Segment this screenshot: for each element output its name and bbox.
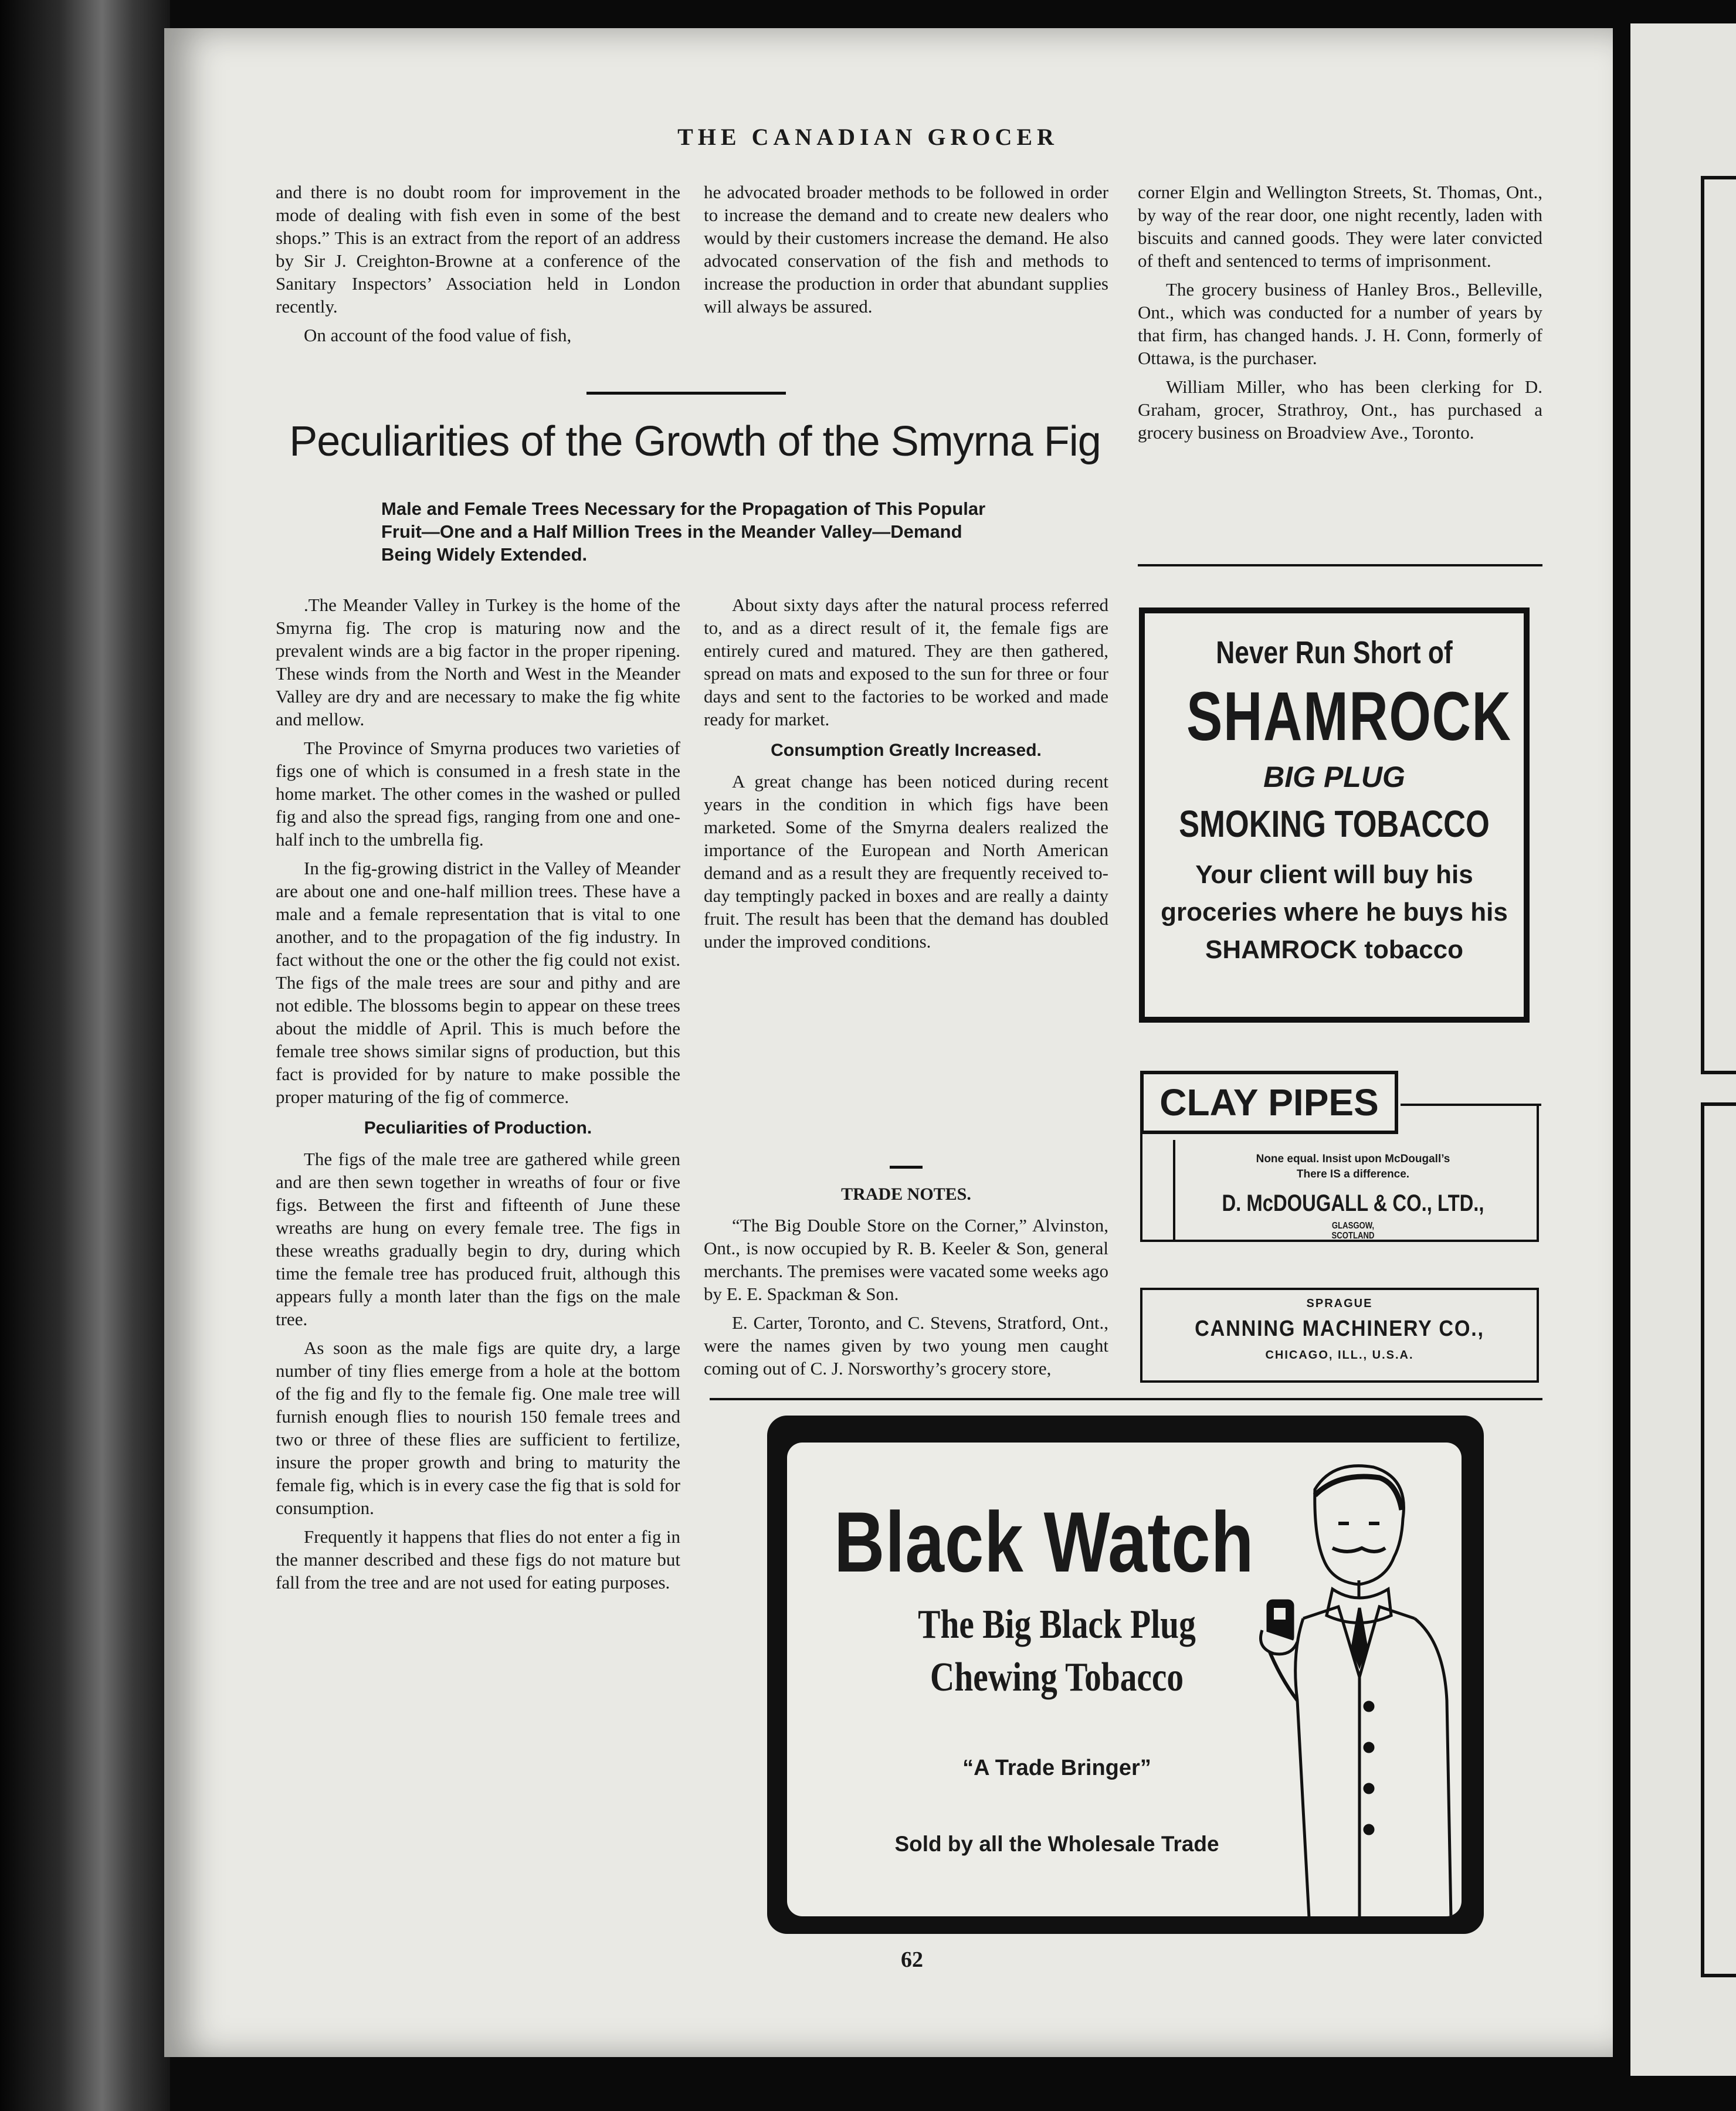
trade-notes-heading: TRADE NOTES.: [841, 1185, 971, 1204]
paragraph: The figs of the male tree are gathered while green and are then sewn together in wreaths of four or five figs. Between the first and fifteenth of June these wreaths are hung on every female tree. The figs in these wreaths gradually begin to dry, during which time the female tree has produced fruit, although this appears fully a month later than the figs on the male tree.: [276, 1149, 680, 1329]
ad-line: Chewing Tobacco: [930, 1655, 1184, 1700]
facing-page-box: [1701, 176, 1736, 1074]
ad-title: Black Watch: [834, 1494, 1254, 1590]
ad-slogan: “A Trade Bringer”: [962, 1756, 1151, 1780]
column-rule: [1138, 564, 1542, 566]
paragraph: E. Carter, Toronto, and C. Stevens, Stratford, Ont., were the names given by two young men caught coming out of C. J. Norsworthy’s grocery store,: [704, 1312, 1108, 1379]
ad-title-text: CLAY PIPES: [1159, 1081, 1379, 1124]
column-rule: [710, 1398, 1542, 1400]
paragraph: Frequently it happens that flies do not enter a fig in the manner described and these figs do not mature but fall from the tree and are not used for eating purposes.: [276, 1526, 680, 1593]
company-name: D. McDOUGALL & CO., LTD.,: [1222, 1190, 1484, 1216]
section-heading: Consumption Greatly Increased.: [771, 741, 1042, 760]
ad-footer: Sold by all the Wholesale Trade: [894, 1832, 1219, 1856]
clay-pipes-ad-title: [1140, 1071, 1398, 1134]
paragraph: In the fig-growing district in the Valley of Meander are about one and one-half million trees. These have a male and a female representation that is vital to one another, and to the propagation of the fig industry. In fact without the one or the other the fig could not exist. The figs of the male trees are sour and pithy and are not edible. The blossoms begin to appear on these trees about the middle of April. This is much before the female tree shows similar signs of production, but this fact is provided for by nature to make possible the proper maturing of the fig of commerce.: [276, 858, 680, 1107]
clay-pipes-ad-body: [1173, 1140, 1531, 1240]
ad-line: The Big Black Plug: [918, 1602, 1196, 1647]
ad-line: SPRAGUE: [1306, 1297, 1373, 1310]
ad-line: SMOKING TOBACCO: [1179, 803, 1490, 845]
location-line: SCOTLAND: [1331, 1231, 1375, 1241]
paragraph: The Province of Smyrna produces two varieties of figs one of which is consumed in a fresh state in the home market. The other comes in the washed or pulled fig and also the spread figs, ranging from one and one-half inch to the umbrella fig.: [276, 738, 680, 850]
ad-line: None equal. Insist upon McDougall’s: [1256, 1153, 1450, 1165]
ad-line: There IS a difference.: [1296, 1168, 1410, 1180]
headline-rule: [586, 392, 786, 395]
ad-line: CANNING MACHINERY CO.,: [1195, 1316, 1484, 1341]
ad-brand: SHAMROCK: [1186, 678, 1512, 755]
page-number: 62: [901, 1947, 923, 1972]
paragraph: On account of the food value of fish,: [304, 325, 572, 345]
gentleman-illustration-icon: [1245, 1454, 1456, 1916]
paragraph: William Miller, who has been clerking for D. Graham, grocer, Strathroy, Ont., has purchased a grocery business on Broadview Ave., Toronto.: [1138, 376, 1542, 443]
paragraph: and there is no doubt room for improvement in the mode of dealing with fish even in some of the best shops.” This is an extract from the report of an address by Sir J. Creighton-Browne at a conference of the Sanitary Inspectors’ Association held in London recently.: [276, 182, 680, 317]
right-column-notes: [1138, 181, 1542, 450]
book-binding: [0, 0, 170, 2111]
trade-notes-column: [704, 1155, 1108, 1386]
paragraph: corner Elgin and Wellington Streets, St. Thomas, Ont., by way of the rear door, one night recently, laden with biscuits and canned goods. They were later convicted of theft and sentenced to terms of imprisonment.: [1138, 182, 1542, 271]
article-left-column: [276, 593, 680, 1600]
black-watch-ad: [787, 1443, 1462, 1916]
section-heading: Peculiarities of Production.: [364, 1118, 592, 1138]
ad-subtitle: [913, 1598, 1201, 1704]
ad-line: BIG PLUG: [1263, 761, 1405, 793]
top-middle-column: [704, 181, 1108, 324]
paragraph: .The Meander Valley in Turkey is the home of the Smyrna fig. The crop is maturing now and the prevalent winds are a big factor in the proper ripening. These winds from the North and West in the Meander Valley are dry and are necessary to make the fig white and mellow.: [276, 595, 680, 729]
article-middle-column: [704, 593, 1108, 959]
company-location: [1332, 1221, 1375, 1241]
ad-line: CHICAGO, ILL., U.S.A.: [1265, 1349, 1414, 1362]
paragraph: he advocated broader methods to be followed in order to increase the demand and to create new dealers who would by their customers increase the demand. He also advocated conservation of the fish and methods to increase the production in order that abundant supplies will always be assured.: [704, 182, 1108, 317]
paragraph: A great change has been noticed during recent years in the condition in which figs have been marketed. Some of the Smyrna dealers realized the importance of the European and North American demand and as a result they are frequently received to-day temptingly packed in boxes and are really a dainty fruit. The result has been that the demand has doubled under the improved conditions.: [704, 771, 1108, 952]
paragraph: About sixty days after the natural process referred to, and as a direct result of it, the female figs are entirely cured and matured. They are then gathered, spread on mats and exposed to the sun for three or four days and sent to the factories to be worked and made ready for market.: [704, 595, 1108, 729]
sprague-canning-ad: [1140, 1288, 1539, 1383]
article-headline: Peculiarities of the Growth of the Smyrna Fig: [289, 418, 1101, 465]
paragraph: As soon as the male figs are quite dry, a large number of tiny flies emerge from a hole at the bottom of the fig and fly to the female fig. One male tree will furnish enough flies to nourish 150 female trees and two or three of these flies are sufficient to fertilize, insure the proper growth and bring to maturity the female fig, which is in every case the fig that is sold for consumption.: [276, 1338, 680, 1518]
short-rule: [890, 1166, 923, 1169]
shamrock-tobacco-ad: [1139, 607, 1530, 1023]
ad-tagline: Your client will buy his groceries where he buys his SHAMROCK tobacco: [1161, 860, 1508, 964]
facing-page-box: [1701, 1102, 1736, 1977]
paragraph: “The Big Double Store on the Corner,” Alvinston, Ont., is now occupied by R. B. Keeler & Son, general merchants. The premises were vacated some weeks ago by E. E. Spackman & Son.: [704, 1215, 1108, 1304]
ad-company: [1208, 1190, 1499, 1243]
running-head: THE CANADIAN GROCER: [677, 124, 1059, 150]
paragraph: The grocery business of Hanley Bros., Belleville, Ont., which was conducted for a number of years by that firm, has changed hands. J. H. Conn, formerly of Ottawa, is the purchaser.: [1138, 279, 1542, 368]
facing-page-edge: [1630, 23, 1736, 2076]
top-left-column: [276, 181, 680, 352]
article-subheadline: Male and Female Trees Necessary for the Propagation of This Popular Fruit—One and a Half Million Trees in the Meander Valley—Demand Being Widely Extended.: [381, 498, 986, 565]
ad-line: Never Run Short of: [1216, 635, 1453, 670]
location-line: GLASGOW,: [1331, 1221, 1375, 1231]
